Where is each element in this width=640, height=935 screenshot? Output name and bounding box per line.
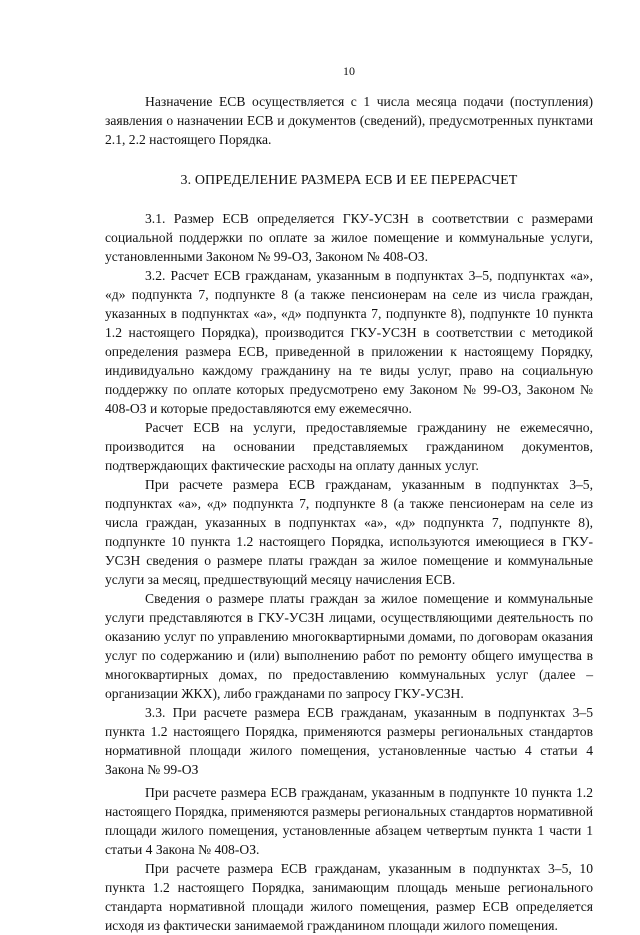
section-heading: 3. ОПРЕДЕЛЕНИЕ РАЗМЕРА ЕСВ И ЕЕ ПЕРЕРАСЧЕТ	[180, 173, 518, 188]
paragraph-smaller-area: При расчете размера ЕСВ гражданам, указанным в подпунктах 3–5, 10 пункта 1.2 настоящего Порядка, занимающим площадь меньше регионального стандарта нормативной площади жилого помещения, размер ЕСВ определяется исходя из фактически занимаемой гражданином площади жилого помещения.	[105, 861, 593, 933]
paragraph-3-2: 3.2. Расчет ЕСВ гражданам, указанным в подпунктах 3–5, подпунктах «а», «д» подпункта 7, подпункте 8 (а также пенсионерам на селе из числа граждан, указанных в подпунктах «а», «д» подпункта 7, подпункте 8), подпункте 10 пункта 1.2 настоящего Порядка), производится ГКУ-УСЗН в соответствии с методикой определения размера ЕСВ, приведенной в приложении к настоящему Порядку, индивидуально каждому гражданину на те виды услуг, право на социальную поддержку по оплате которых предусмотрено ему Законом № 99-ОЗ, Законом № 408-ОЗ и которые предоставляются ему ежемесячно.	[105, 268, 593, 416]
paragraph-payment-info: Сведения о размере платы граждан за жилое помещение и коммунальные услуги представляются в ГКУ-УСЗН лицами, осуществляющими деятельность по оказанию услуг по управлению многоквартирными домами, по договорам оказания услуг по содержанию и (или) выполнению работ по ремонту общего имущества в многоквартирных домах, по предоставлению коммунальных услуг (далее – организации ЖКХ), либо гражданами по запросу ГКУ-УСЗН.	[105, 591, 593, 701]
paragraph-calculation-info: При расчете размера ЕСВ гражданам, указанным в подпунктах 3–5, подпунктах «а», «д» подпункта 7, подпункте 8 (а также пенсионерам на селе из числа граждан, указанных в подпунктах «а», «д» подпункта 7, подпункте 8), подпункте 10 пункта 1.2 настоящего Порядка, используются имеющиеся в ГКУ-УСЗН сведения о размере платы граждан за жилое помещение и коммунальные услуги за месяц, предшествующий месяцу начисления ЕСВ.	[105, 477, 593, 587]
paragraph-sub10: При расчете размера ЕСВ гражданам, указанным в подпункте 10 пункта 1.2 настоящего Порядка, применяются размеры региональных стандартов нормативной площади жилого помещения, установленные абзацем четвертым пункта 1 части 1 статьи 4 Закона № 408-ОЗ.	[105, 785, 593, 857]
document-page	[105, 64, 593, 935]
page-number: 10	[343, 64, 355, 78]
paragraph-3-3: 3.3. При расчете размера ЕСВ гражданам, указанным в подпунктах 3–5 пункта 1.2 настоящего Порядка, применяются размеры региональных стандартов нормативной площади жилого помещения, установленные частью 4 статьи 4 Закона № 99-ОЗ	[105, 705, 593, 777]
paragraph-3-1: 3.1. Размер ЕСВ определяется ГКУ-УСЗН в соответствии с размерами социальной поддержки по оплате за жилое помещение и коммунальные услуги, установленными Законом № 99-ОЗ, Законом № 408-ОЗ.	[105, 211, 593, 264]
intro-paragraph: Назначение ЕСВ осуществляется с 1 числа месяца подачи (поступления) заявления о назначении ЕСВ и документов (сведений), предусмотренных пунктами 2.1, 2.2 настоящего Порядка.	[105, 94, 593, 147]
paragraph-non-monthly: Расчет ЕСВ на услуги, предоставляемые гражданину не ежемесячно, производится на основании представляемых гражданином документов, подтверждающих фактические расходы на оплату данных услуг.	[105, 420, 593, 473]
